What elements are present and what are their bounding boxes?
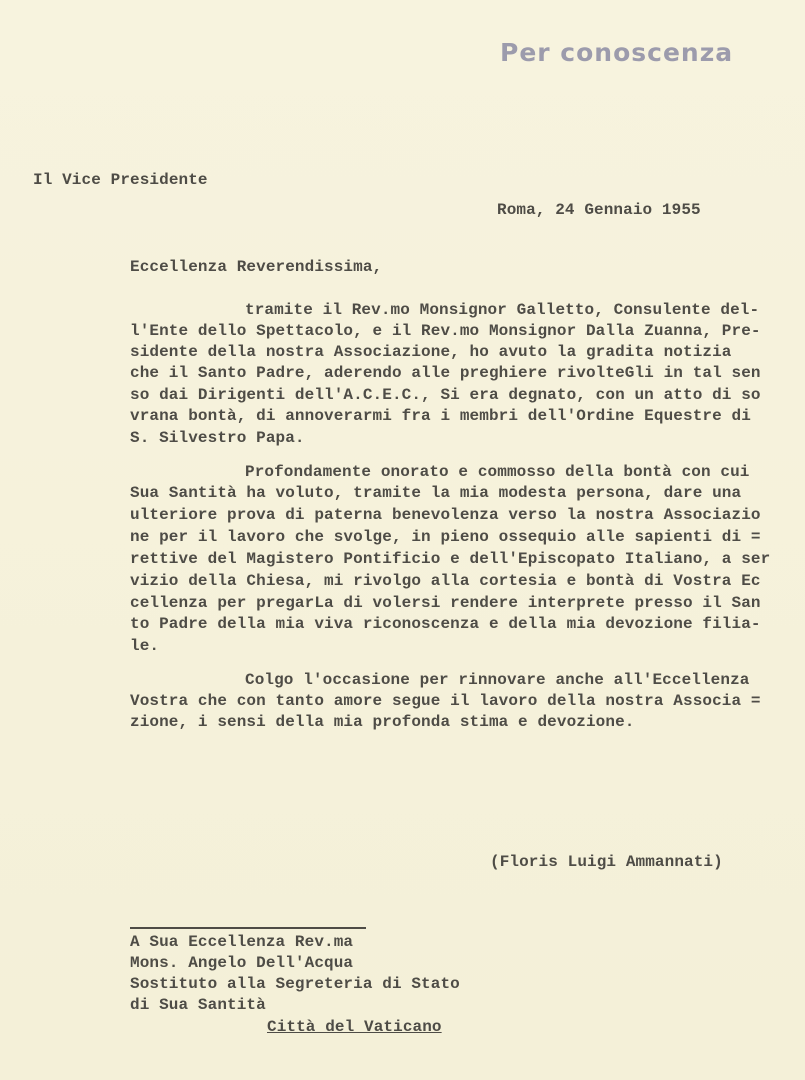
- text-line: zione, i sensi della mia profonda stima e devozione.: [130, 713, 635, 731]
- text-line: to Padre della mia viva riconoscenza e della mia devozione filia-: [130, 615, 761, 633]
- salutation: Eccellenza Reverendissima,: [130, 258, 383, 276]
- text-line: S. Silvestro Papa.: [130, 429, 305, 447]
- text-line: vizio della Chiesa, mi rivolgo alla cortesia e bontà di Vostra Ec: [130, 572, 761, 590]
- text-line: cellenza per pregarLa di volersi rendere interprete presso il San: [130, 594, 761, 612]
- text-line: Profondamente onorato e commosso della bontà con cui: [245, 463, 750, 481]
- text-line: tramite il Rev.mo Monsignor Galletto, Consulente del-: [245, 301, 760, 319]
- text-line: l'Ente dello Spettacolo, e il Rev.mo Monsignor Dalla Zuanna, Pre-: [130, 322, 761, 340]
- text-line: vrana bontà, di annoverarmi fra i membri dell'Ordine Equestre di: [130, 407, 751, 425]
- signature-name: (Floris Luigi Ammannati): [490, 853, 723, 871]
- place-date: Roma, 24 Gennaio 1955: [497, 201, 701, 219]
- per-conoscenza-stamp: Per conoscenza: [500, 38, 734, 67]
- text-line: sidente della nostra Associazione, ho avuto la gradita notizia: [130, 343, 732, 361]
- text-line: rettive del Magistero Pontificio e dell'Episcopato Italiano, a ser: [130, 550, 771, 568]
- text-line: Colgo l'occasione per rinnovare anche all'Eccellenza: [245, 671, 750, 689]
- recipient-line: A Sua Eccellenza Rev.ma: [130, 933, 354, 951]
- recipient-line: di Sua Santità: [130, 996, 266, 1014]
- text-line: Sua Santità ha voluto, tramite la mia modesta persona, dare una: [130, 484, 742, 502]
- text-line: che il Santo Padre, aderendo alle preghiere rivolteGli in tal sen: [130, 364, 761, 382]
- text-line: Vostra che con tanto amore segue il lavoro della nostra Associa =: [130, 692, 761, 710]
- text-line: so dai Dirigenti dell'A.C.E.C., Si era degnato, con un atto di so: [130, 386, 761, 404]
- recipient-line: Mons. Angelo Dell'Acqua: [130, 954, 354, 972]
- text-line: le.: [130, 637, 160, 655]
- text-line: ulteriore prova di paterna benevolenza verso la nostra Associazio: [130, 506, 761, 524]
- text-line: ne per il lavoro che svolge, in pieno ossequio alle sapienti di =: [130, 528, 761, 546]
- recipient-line: Sostituto alla Segreteria di Stato: [130, 975, 460, 993]
- recipient-city: Città del Vaticano: [267, 1018, 442, 1036]
- divider-line: [130, 927, 366, 929]
- sender-title: Il Vice Presidente: [33, 171, 208, 189]
